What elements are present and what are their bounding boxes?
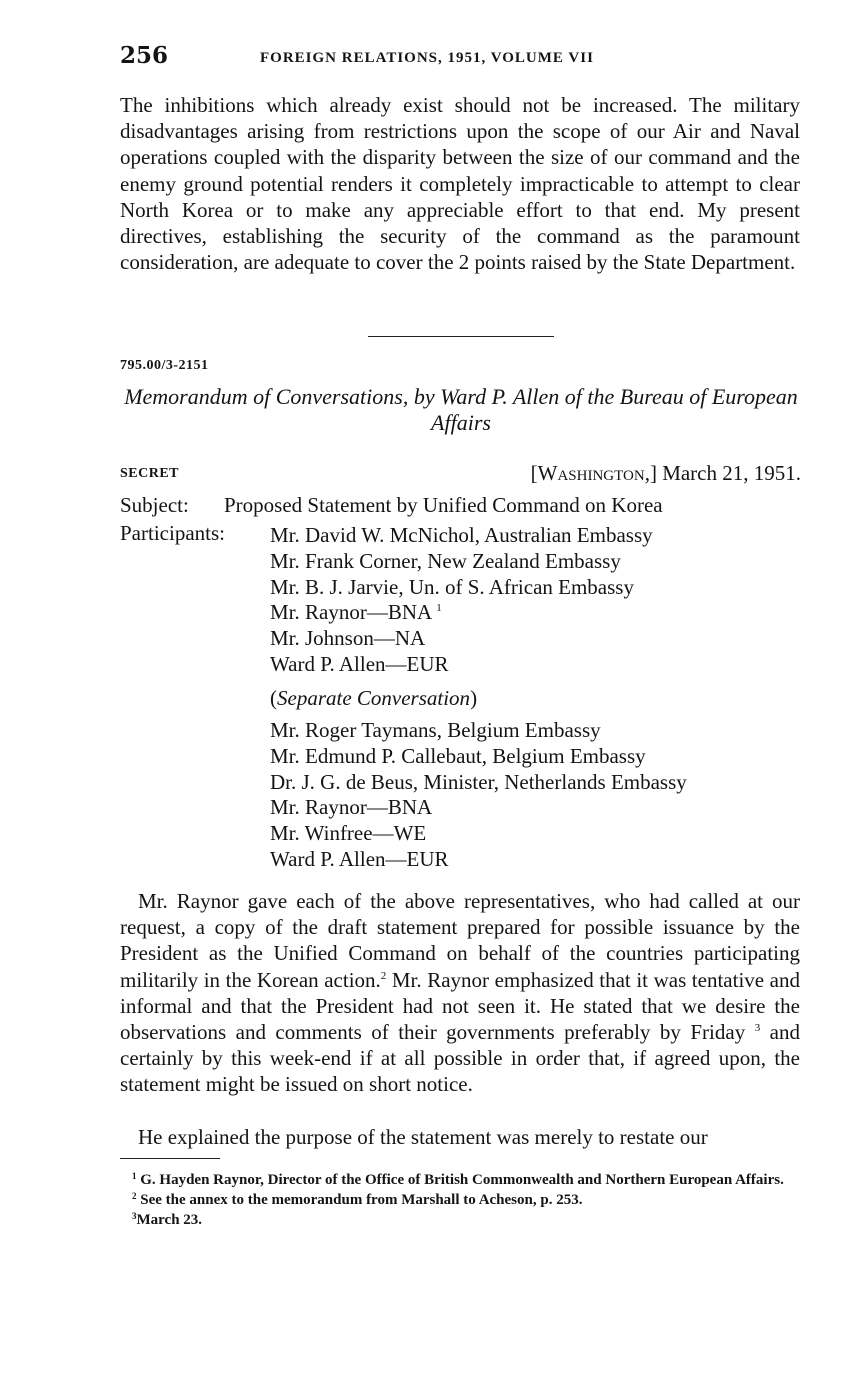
place: [Washington,] — [530, 461, 657, 485]
page-number: 256 — [120, 42, 169, 69]
place-date-line — [531, 461, 801, 486]
section-divider — [368, 336, 554, 337]
page-header — [120, 42, 680, 72]
participants-label: Participants: — [120, 521, 225, 545]
footnote-mark: 2 — [132, 1191, 137, 1201]
participant-name: Mr. Raynor—BNA — [270, 600, 432, 625]
participants-list-primary — [270, 523, 653, 678]
participant: Ward P. Allen—EUR — [270, 651, 449, 676]
footnote-mark: 1 — [132, 1171, 137, 1181]
top-paragraph: The inhibitions which already exist should not be increased. The military disadvantages arising from restrictions upon the scope of our Air and Naval operations coupled with the disparity between the size of our command and the enemy ground potential renders it completely impracticable to attempt to clear North Korea or to make any appreciable effort to that end. My present directives, establishing the security of the command as the paramount consideration, are adequate to cover the 2 points raised by the State Department. — [120, 93, 800, 275]
body-text: Mr. Raynor emphasized that it was tentative and informal and that the President had not seen it. He stated that we desire the observations and comments of their governments preferably by Friday — [120, 967, 800, 1045]
body-text: and certainly by this week-end if at all possible in order that, if agreed upon, the statement might be issued on short notice. — [120, 1020, 801, 1097]
footnote-text: See the annex to the memorandum from Marshall to Acheson, p. 253. — [140, 1192, 583, 1208]
participant: Mr. Edmund P. Callebaut, Belgium Embassy — [270, 743, 646, 768]
participant: Dr. J. G. de Beus, Minister, Netherlands Embassy — [270, 769, 687, 794]
file-number: 795.00/3-2151 — [120, 358, 209, 373]
subject-label: Subject: — [120, 493, 189, 517]
body-paragraph-2: He explained the purpose of the statement was merely to restate our — [138, 1125, 708, 1149]
footnote-ref[interactable]: 2 — [380, 969, 387, 982]
subject-text: Proposed Statement by Unified Command on Korea — [224, 493, 663, 517]
classification-label: SECRET — [120, 466, 180, 481]
participant: Mr. Frank Corner, New Zealand Embassy — [270, 548, 621, 573]
body-paragraph-1 — [120, 888, 800, 1098]
participants-list-separate — [270, 718, 687, 873]
separate-conversation-label: (Separate Conversation) — [270, 686, 478, 710]
footnote-ref[interactable]: 1 — [436, 602, 442, 615]
footnote — [120, 1208, 800, 1228]
running-head: FOREIGN RELATIONS, 1951, VOLUME VII — [260, 50, 594, 66]
participant: Mr. David W. McNichol, Australian Embassy — [270, 523, 653, 547]
document-title: Memorandum of Conversations, by Ward P. Allen of the Bureau of European Affairs — [124, 384, 798, 435]
participant: Mr. Winfree—WE — [270, 821, 427, 846]
footnote-mark: 3 — [132, 1211, 137, 1221]
body-text: Mr. Raynor gave each of the above representatives, who had called at our request, a copy of the draft statement prepared for possible issuance by the President as the Unified Command on behalf of the countries participating militarily in the Korean action. — [120, 889, 800, 992]
footnote-text: March 23. — [136, 1212, 203, 1228]
footnote-divider — [120, 1158, 220, 1159]
footnote — [120, 1188, 800, 1208]
participant: Mr. Raynor—BNA — [270, 795, 433, 820]
footnotes — [120, 1168, 800, 1228]
participant: Mr. B. J. Jarvie, Un. of S. African Embassy — [270, 574, 634, 599]
participant: Mr. Johnson—NA — [270, 626, 426, 651]
footnote — [120, 1168, 800, 1188]
participant: Ward P. Allen—EUR — [270, 846, 449, 871]
participant: Mr. Roger Taymans, Belgium Embassy — [270, 718, 601, 742]
participant — [270, 600, 653, 626]
separate-conversation-text: Separate Conversation — [277, 686, 471, 710]
footnote-text: G. Hayden Raynor, Director of the Office of British Commonwealth and Northern European Affairs. — [140, 1172, 784, 1188]
footnote-ref[interactable]: 3 — [754, 1022, 761, 1035]
subject-row — [120, 492, 800, 518]
date: March 21, 1951. — [662, 461, 801, 485]
